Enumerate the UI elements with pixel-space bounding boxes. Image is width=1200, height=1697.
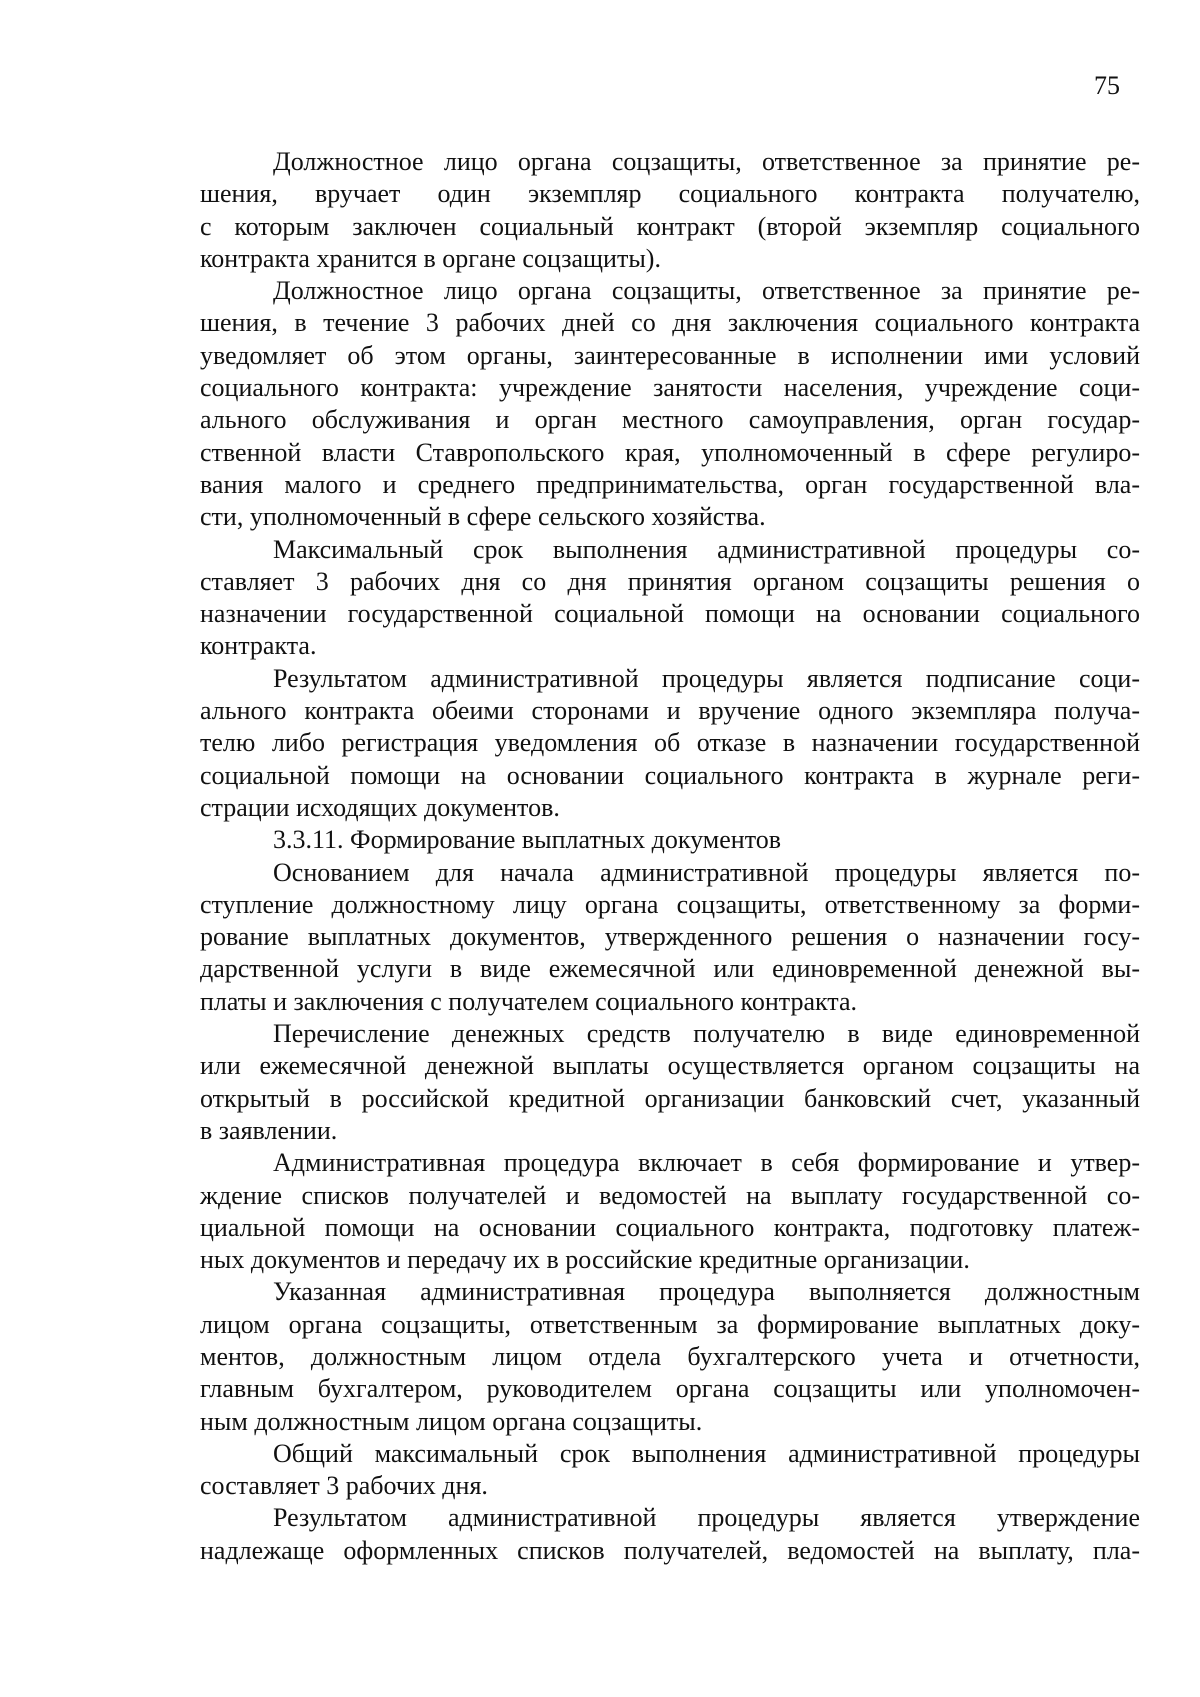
text-line: ным должностным лицом органа соцзащиты. [200, 1406, 703, 1436]
text-line: лицом органа соцзащиты, ответственным за формирование выплатных доку- [200, 1309, 1140, 1339]
text-line: ального контракта обеими сторонами и вручение одного экземпляра получа- [200, 696, 1140, 726]
text-line: 3.3.11. Формирование выплатных документов [273, 825, 781, 855]
text-line: контракта. [200, 631, 317, 661]
text-line: Максимальный срок выполнения административной процедуры со- [273, 534, 1140, 564]
text-line: ставляет 3 рабочих дня со дня принятия органом соцзащиты решения о [200, 566, 1140, 596]
text-line: вания малого и среднего предпринимательства, орган государственной вла- [200, 469, 1140, 499]
paragraph [200, 534, 1140, 663]
text-line: шения, в течение 3 рабочих дней со дня заключения социального контракта [200, 308, 1140, 338]
text-line: Результатом административной процедуры является подписание соци- [273, 663, 1140, 693]
text-line: социального контракта: учреждение занятости населения, учреждение соци- [200, 373, 1140, 403]
text-line: сти, уполномоченный в сфере сельского хозяйства. [200, 502, 766, 532]
text-line: ступление должностному лицу органа соцзащиты, ответственному за форми- [200, 889, 1140, 919]
text-line: в заявлении. [200, 1115, 338, 1145]
text-line: с которым заключен социальный контракт (второй экземпляр социального [200, 211, 1140, 241]
text-line: контракта хранится в органе соцзащиты). [200, 243, 661, 273]
paragraph [200, 1147, 1140, 1276]
paragraph [200, 1502, 1140, 1567]
paragraph [200, 663, 1140, 824]
text-line: или ежемесячной денежной выплаты осуществляется органом соцзащиты на [200, 1051, 1140, 1081]
paragraph [200, 857, 1140, 1018]
text-line: страции исходящих документов. [200, 792, 560, 822]
text-line: рование выплатных документов, утвержденного решения о назначении госу- [200, 922, 1140, 952]
text-line: ального обслуживания и орган местного самоуправления, орган государ- [200, 405, 1140, 435]
text-line: Перечисление денежных средств получателю в виде единовременной [273, 1019, 1140, 1049]
text-line: открытый в российской кредитной организации банковский счет, указанный [200, 1083, 1140, 1113]
text-line: платы и заключения с получателем социального контракта. [200, 986, 858, 1016]
text-line: Административная процедура включает в себя формирование и утвер- [273, 1148, 1140, 1178]
text-line: ственной власти Ставропольского края, уполномоченный в сфере регулиро- [200, 437, 1140, 467]
text-line: Общий максимальный срок выполнения административной процедуры [273, 1438, 1140, 1468]
text-line: составляет 3 рабочих дня. [200, 1471, 488, 1501]
text-line: Должностное лицо органа соцзащиты, ответственное за принятие ре- [273, 147, 1140, 176]
text-line: ментов, должностным лицом отдела бухгалтерского учета и отчетности, [200, 1341, 1140, 1371]
text-line: дарственной услуги в виде ежемесячной или единовременной денежной вы- [200, 954, 1140, 984]
text-line: надлежаще оформленных списков получателей, ведомостей на выплату, пла- [200, 1535, 1140, 1565]
text-line: шения, вручает один экземпляр социального контракта получателю, [200, 179, 1140, 209]
text-line: Основанием для начала административной процедуры является по- [273, 857, 1140, 887]
document-body [200, 146, 1140, 1567]
text-line: социальной помощи на основании социального контракта в журнале реги- [200, 760, 1140, 790]
text-line: назначении государственной социальной помощи на основании социального [200, 599, 1140, 629]
paragraph [200, 146, 1140, 275]
paragraph [200, 275, 1140, 533]
text-line: Должностное лицо органа соцзащиты, ответственное за принятие ре- [273, 276, 1140, 306]
paragraph [200, 824, 1140, 856]
paragraph [200, 1438, 1140, 1503]
page-number: 75 [1094, 71, 1120, 100]
text-line: уведомляет об этом органы, заинтересованные в исполнении ими условий [200, 340, 1140, 370]
text-line: циальной помощи на основании социального контракта, подготовку платеж- [200, 1212, 1140, 1242]
text-line: Указанная административная процедура выполняется должностным [273, 1277, 1140, 1307]
text-line: телю либо регистрация уведомления об отказе в назначении государственной [200, 728, 1140, 758]
text-line: главным бухгалтером, руководителем органа соцзащиты или уполномочен- [200, 1374, 1140, 1404]
text-line: ных документов и передачу их в российские кредитные организации. [200, 1245, 970, 1275]
text-line: ждение списков получателей и ведомостей на выплату государственной со- [200, 1180, 1140, 1210]
text-line: Результатом административной процедуры является утверждение [273, 1503, 1140, 1533]
paragraph [200, 1276, 1140, 1437]
paragraph [200, 1018, 1140, 1147]
